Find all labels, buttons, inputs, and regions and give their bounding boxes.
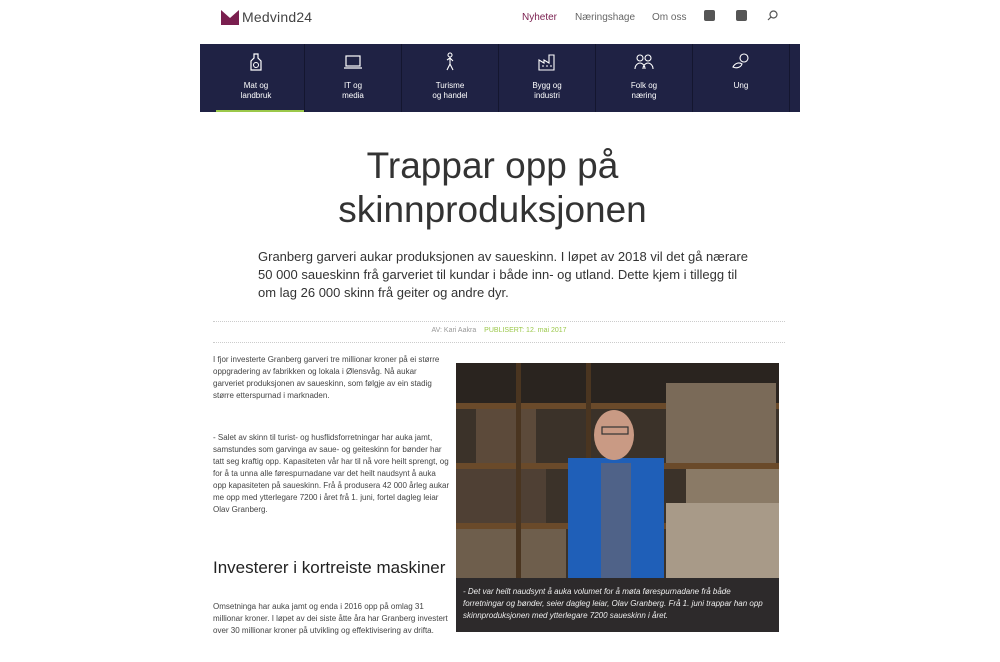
people-icon bbox=[634, 52, 654, 72]
building-icon bbox=[537, 52, 557, 72]
category-label: Folk og næring bbox=[630, 81, 658, 100]
category-label: Turisme og handel bbox=[432, 81, 468, 100]
article-published: PUBLISERT: 12. mai 2017 bbox=[484, 327, 567, 334]
instagram-icon[interactable] bbox=[736, 10, 747, 21]
category-label: IT og media bbox=[342, 81, 364, 100]
bubbles-icon bbox=[731, 52, 751, 72]
article-lead: Granberg garveri aukar produksjonen av saueskinn. I løpet av 2018 vil det gå nærare 50 000 saueskinn frå garveriet til kundar i både inn- og utland. Dette kjem i tillegg til om lag 26 000 skinn frå geiter og andre dyr. bbox=[258, 249, 748, 300]
facebook-icon[interactable] bbox=[704, 10, 715, 21]
site-logo[interactable] bbox=[221, 9, 312, 25]
nav-naeringshage[interactable]: Næringshage bbox=[575, 12, 636, 23]
category-folk-og-naering[interactable] bbox=[596, 44, 692, 112]
category-label: Bygg og industri bbox=[532, 81, 562, 100]
photo-warehouse-scene bbox=[456, 363, 779, 578]
category-it-og-media[interactable] bbox=[305, 44, 401, 112]
article-paragraph: Omsetninga har auka jamt og enda i 2016 opp på omlag 31 millionar kroner. I løpet av dei siste åtte åra har Granberg investert over 30 millionar kroner på utvikling og effektivisering av drifta. bbox=[213, 602, 448, 635]
meta-divider-top bbox=[213, 321, 785, 322]
category-mat-og-landbruk[interactable] bbox=[208, 44, 304, 112]
laptop-icon bbox=[343, 52, 363, 72]
category-label: Mat og landbruk bbox=[240, 81, 272, 100]
bottle-icon bbox=[246, 52, 266, 72]
category-ung[interactable] bbox=[693, 44, 789, 112]
search-icon[interactable] bbox=[767, 10, 778, 21]
category-bygg-og-industri[interactable] bbox=[499, 44, 595, 112]
nav-nyheter[interactable]: Nyheter bbox=[522, 12, 558, 23]
category-divider bbox=[789, 44, 790, 112]
hiker-icon bbox=[440, 52, 460, 72]
photo-caption: - Det var heilt naudsynt å auka volumet for å møta førespurnadane frå både forretningar og bønder, seier dagleg leiar, Olav Granberg. Frå 1. juni trappar han opp skinnproduksjonen med ytterlegare 7200 saueskinn i året. bbox=[456, 578, 779, 632]
site-header bbox=[200, 0, 800, 44]
nav-om-oss[interactable]: Om oss bbox=[652, 12, 687, 23]
article-meta bbox=[213, 327, 785, 334]
article-title: Trappar opp på skinnproduksjonen bbox=[338, 145, 647, 230]
article-paragraph: I fjor investerte Granberg garveri tre millionar kroner på ei større oppgradering av fabrikken og lokala i Ølensvåg. Nå aukar garveriet produksjonen av saueskinn, som følgje av ein stadig større etterspurnad i marknaden. bbox=[213, 355, 440, 400]
article-byline[interactable]: AV: Kari Aakra bbox=[431, 327, 477, 334]
article-paragraph: - Salet av skinn til turist- og husflidsforretningar har auka jamt, samstundes som garvinga av saue- og geiteskinn for bønder har tatt seg kraftig opp. Kapasiteten vår har til nå vore heilt sprengt, og for å ta unna alle førespurnadane var det heilt naudsynt å auka opp kapasiteten på saueskinn. Frå å produsera 42 000 årleg aukar me opp med ytterlegare 7200 i året frå 1. juni, fortel dagleg leiar Olav Granberg. bbox=[213, 433, 450, 514]
category-navbar bbox=[200, 44, 800, 112]
category-turisme-og-handel[interactable] bbox=[402, 44, 498, 112]
meta-divider-bottom bbox=[213, 342, 785, 343]
logo-text: Medvind24 bbox=[242, 9, 313, 25]
article-photo[interactable] bbox=[456, 363, 779, 578]
article-subheading: Investerer i kortreiste maskiner bbox=[213, 558, 446, 577]
logo-mark-icon bbox=[221, 10, 239, 25]
category-label: Ung bbox=[733, 81, 749, 90]
